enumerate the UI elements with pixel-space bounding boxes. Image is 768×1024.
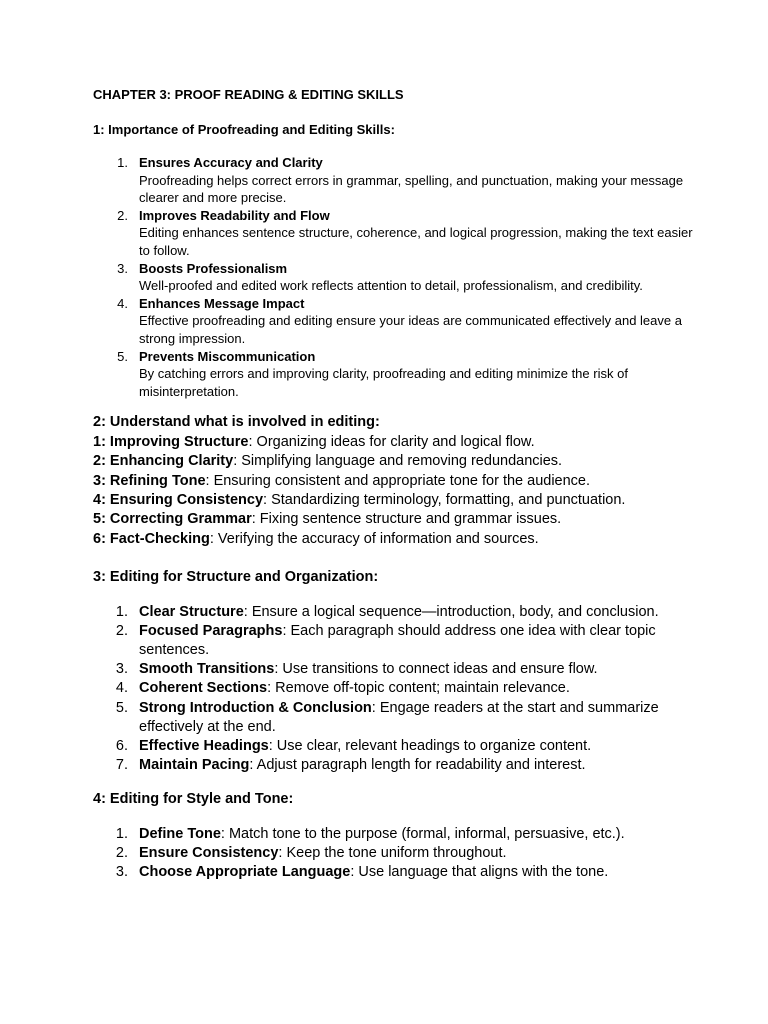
item-description: : Ensuring consistent and appropriate tone for the audience. [205,472,591,489]
list-number: 3. [115,864,128,881]
list-item [93,452,693,471]
list-number: 6. [115,737,128,754]
item-title: Prevents Miscommunication [139,348,316,364]
list-number: 1. [117,155,128,170]
chapter-title: CHAPTER 3: PROOF READING & EDITING SKILLS [93,87,404,102]
item-term: Focused Paragraphs [139,622,283,639]
list-item [93,622,693,660]
list-item [93,737,693,756]
list-number: 2. [115,622,128,639]
item-term: Coherent Sections [139,680,268,697]
item-description: Effective proofreading and editing ensure your ideas are communicated effectively and leave a strong impression. [139,313,682,346]
list-number: 7. [115,757,128,774]
list-item [93,154,693,207]
item-term: Choose Appropriate Language [139,864,351,881]
item-term: Clear Structure [139,603,244,620]
list-item [93,348,693,401]
section-4-heading: 4: Editing for Style and Tone: [93,791,294,808]
list-number: 5. [115,699,128,716]
list-item [93,660,693,679]
section-2-heading: 2: Understand what is involved in editing: [93,414,380,431]
item-description: : Use clear, relevant headings to organize content. [268,737,592,754]
list-item [93,825,693,844]
item-title: Boosts Professionalism [139,260,288,276]
section-4-list [93,825,693,883]
list-item [93,844,693,863]
list-item [93,530,693,549]
item-description: : Standardizing terminology, formatting, and punctuation. [263,491,626,508]
item-term: 6: Fact-Checking [93,530,210,547]
item-term: Define Tone [139,825,221,842]
list-item [93,433,693,452]
item-description: : Each paragraph should address one idea with clear topic sentences. [139,622,656,658]
list-number: 1. [115,825,128,842]
section-1-heading: 1: Importance of Proofreading and Editing Skills: [93,122,395,137]
list-item [93,295,693,348]
list-item [93,472,693,491]
item-description: : Adjust paragraph length for readability and interest. [249,757,586,774]
item-description: : Keep the tone uniform throughout. [278,845,507,861]
list-item [93,603,693,622]
item-term: 3: Refining Tone [93,472,206,489]
list-item [93,679,693,698]
list-item [93,756,693,775]
section-3-list [93,603,693,776]
item-description: Well-proofed and edited work reflects attention to detail, professionalism, and credibility. [139,278,643,294]
item-description: : Use transitions to connect ideas and ensure flow. [274,661,598,678]
item-title: Ensures Accuracy and Clarity [139,155,323,170]
item-description: Proofreading helps correct errors in grammar, spelling, and punctuation, making your message clearer and more precise. [139,172,684,206]
list-number: 2. [115,845,128,861]
item-description: : Ensure a logical sequence—introduction, body, and conclusion. [243,603,659,620]
item-term: Effective Headings [139,737,269,754]
item-title: Enhances Message Impact [139,295,305,311]
item-term: Ensure Consistency [139,845,279,861]
item-term: 5: Correcting Grammar [93,511,252,528]
item-term: Maintain Pacing [139,757,250,774]
item-description: : Remove off-topic content; maintain relevance. [267,680,570,697]
list-number: 4. [115,680,128,697]
item-description: : Verifying the accuracy of information and sources. [209,530,539,547]
item-term: 4: Ensuring Consistency [93,491,264,508]
list-number: 5. [117,348,128,364]
item-description: : Engage readers at the start and summarize effectively at the end. [139,699,659,735]
list-number: 3. [115,661,128,678]
item-description: : Organizing ideas for clarity and logical flow. [248,433,535,450]
list-item [93,510,693,529]
list-number: 2. [117,207,128,223]
list-number: 4. [117,295,128,311]
item-description: : Fixing sentence structure and grammar issues. [251,511,562,528]
list-item [93,207,693,260]
item-term: Smooth Transitions [139,661,275,678]
list-item [93,260,693,295]
section-2-list [93,433,693,549]
item-term: 2: Enhancing Clarity [93,453,234,470]
list-item [93,699,693,737]
item-description: Editing enhances sentence structure, coherence, and logical progression, making the text easier to follow. [139,225,693,258]
item-description: : Match tone to the purpose (formal, informal, persuasive, etc.). [220,825,625,842]
item-term: 1: Improving Structure [93,433,249,450]
section-1-list [93,154,693,400]
list-number: 3. [117,260,128,276]
list-number: 1. [115,603,128,620]
item-title: Improves Readability and Flow [139,207,330,223]
list-item [93,491,693,510]
list-item [93,863,693,882]
document-page [93,86,693,882]
item-description: By catching errors and improving clarity, proofreading and editing minimize the risk of misinterpretation. [139,366,628,399]
section-3-heading: 3: Editing for Structure and Organization: [93,569,379,586]
item-term: Strong Introduction & Conclusion [139,699,372,716]
item-description: : Use language that aligns with the tone. [350,864,609,881]
item-description: : Simplifying language and removing redundancies. [233,453,563,470]
